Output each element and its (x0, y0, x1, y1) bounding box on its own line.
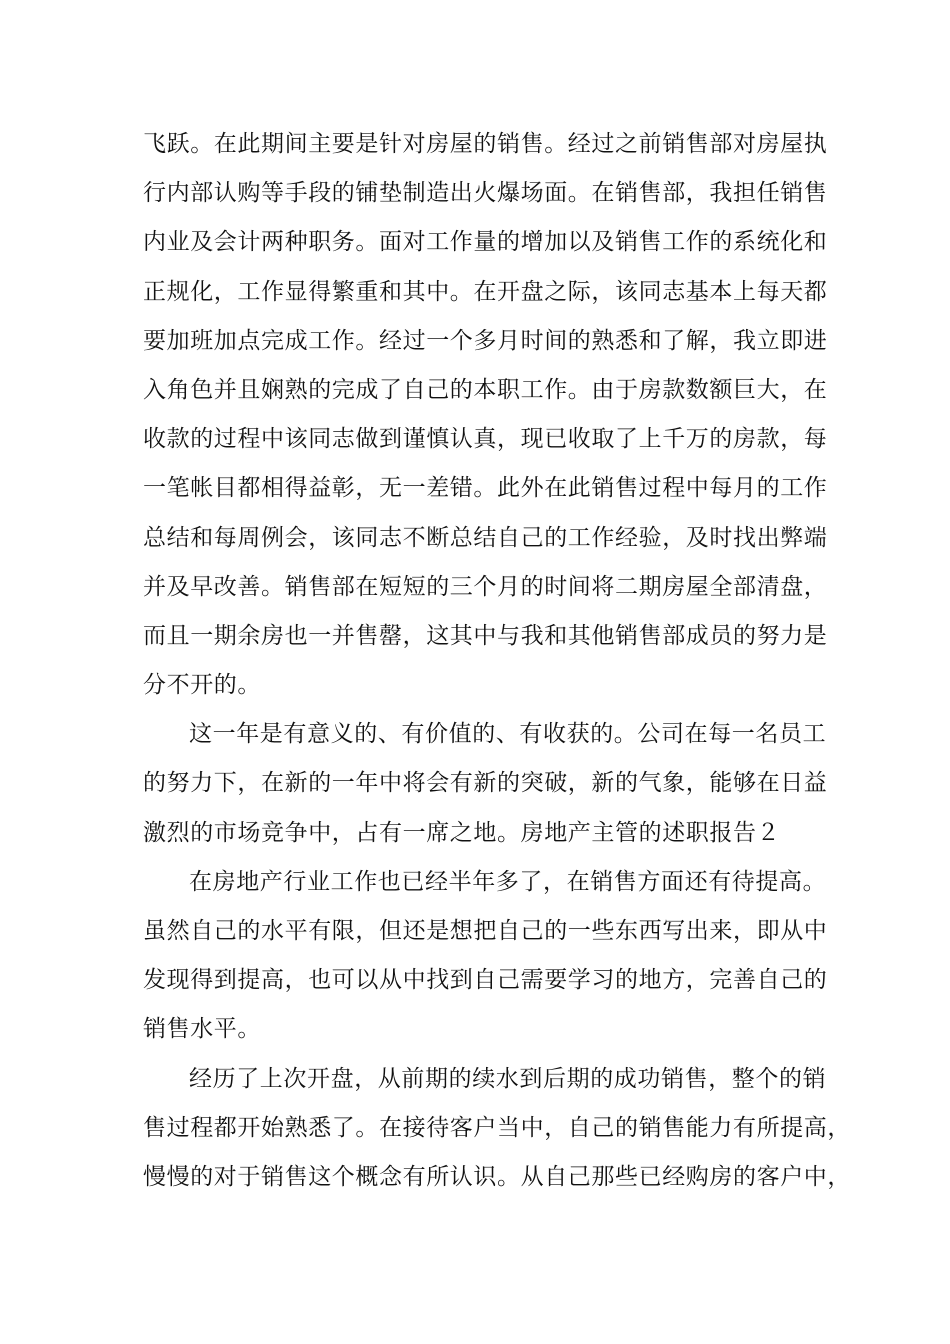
document-body (143, 130, 851, 1212)
paragraph-start-line: 经历了上次开盘，从前期的续水到后期的成功销售，整个的销 (189, 1065, 827, 1092)
text-line: 入角色并且娴熟的完成了自己的本职工作。由于房款数额巨大，在 (143, 376, 828, 403)
text-line: 一笔帐目都相得益彰，无一差错。此外在此销售过程中每月的工作 (143, 475, 828, 502)
text-line: 慢慢的对于销售这个概念有所认识。从自己那些已经购房的客户中， (143, 1163, 851, 1190)
text-line: 总结和每周例会，该同志不断总结自己的工作经验，及时找出弊端 (143, 524, 828, 551)
text-line: 虽然自己的水平有限，但还是想把自己的一些东西写出来，即从中 (143, 918, 828, 944)
paragraph-start-line: 在房地产行业工作也已经半年多了，在销售方面还有待提高。 (189, 868, 827, 895)
text-line: 激烈的市场竞争中，占有一席之地。房地产主管的述职报告２ (143, 819, 781, 846)
text-line: 分不开的。 (143, 672, 261, 699)
text-line: 正规化，工作显得繁重和其中。在开盘之际，该同志基本上每天都 (143, 278, 828, 305)
text-line: 内业及会计两种职务。面对工作量的增加以及销售工作的系统化和 (143, 229, 828, 256)
text-line: 发现得到提高，也可以从中找到自己需要学习的地方，完善自己的 (143, 967, 828, 994)
text-line: 要加班加点完成工作。经过一个多月时间的熟悉和了解，我立即进 (143, 327, 828, 354)
text-line: 销售水平。 (143, 1016, 261, 1043)
text-line: 飞跃。在此期间主要是针对房屋的销售。经过之前销售部对房屋执 (143, 131, 828, 157)
text-line: 行内部认购等手段的铺垫制造出火爆场面。在销售部，我担任销售 (143, 180, 828, 207)
text-line: 并及早改善。销售部在短短的三个月的时间将二期房屋全部清盘， (143, 573, 828, 600)
text-line: 售过程都开始熟悉了。在接待客户当中，自己的销售能力有所提高， (143, 1114, 851, 1141)
text-line: 的努力下，在新的一年中将会有新的突破，新的气象，能够在日益 (143, 770, 828, 797)
paragraph-start-line: 这一年是有意义的、有价值的、有收获的。公司在每一名员工 (189, 721, 827, 748)
text-line: 而且一期余房也一并售罄，这其中与我和其他销售部成员的努力是 (143, 622, 828, 649)
text-line: 收款的过程中该同志做到谨慎认真，现已收取了上千万的房款，每 (143, 426, 828, 453)
